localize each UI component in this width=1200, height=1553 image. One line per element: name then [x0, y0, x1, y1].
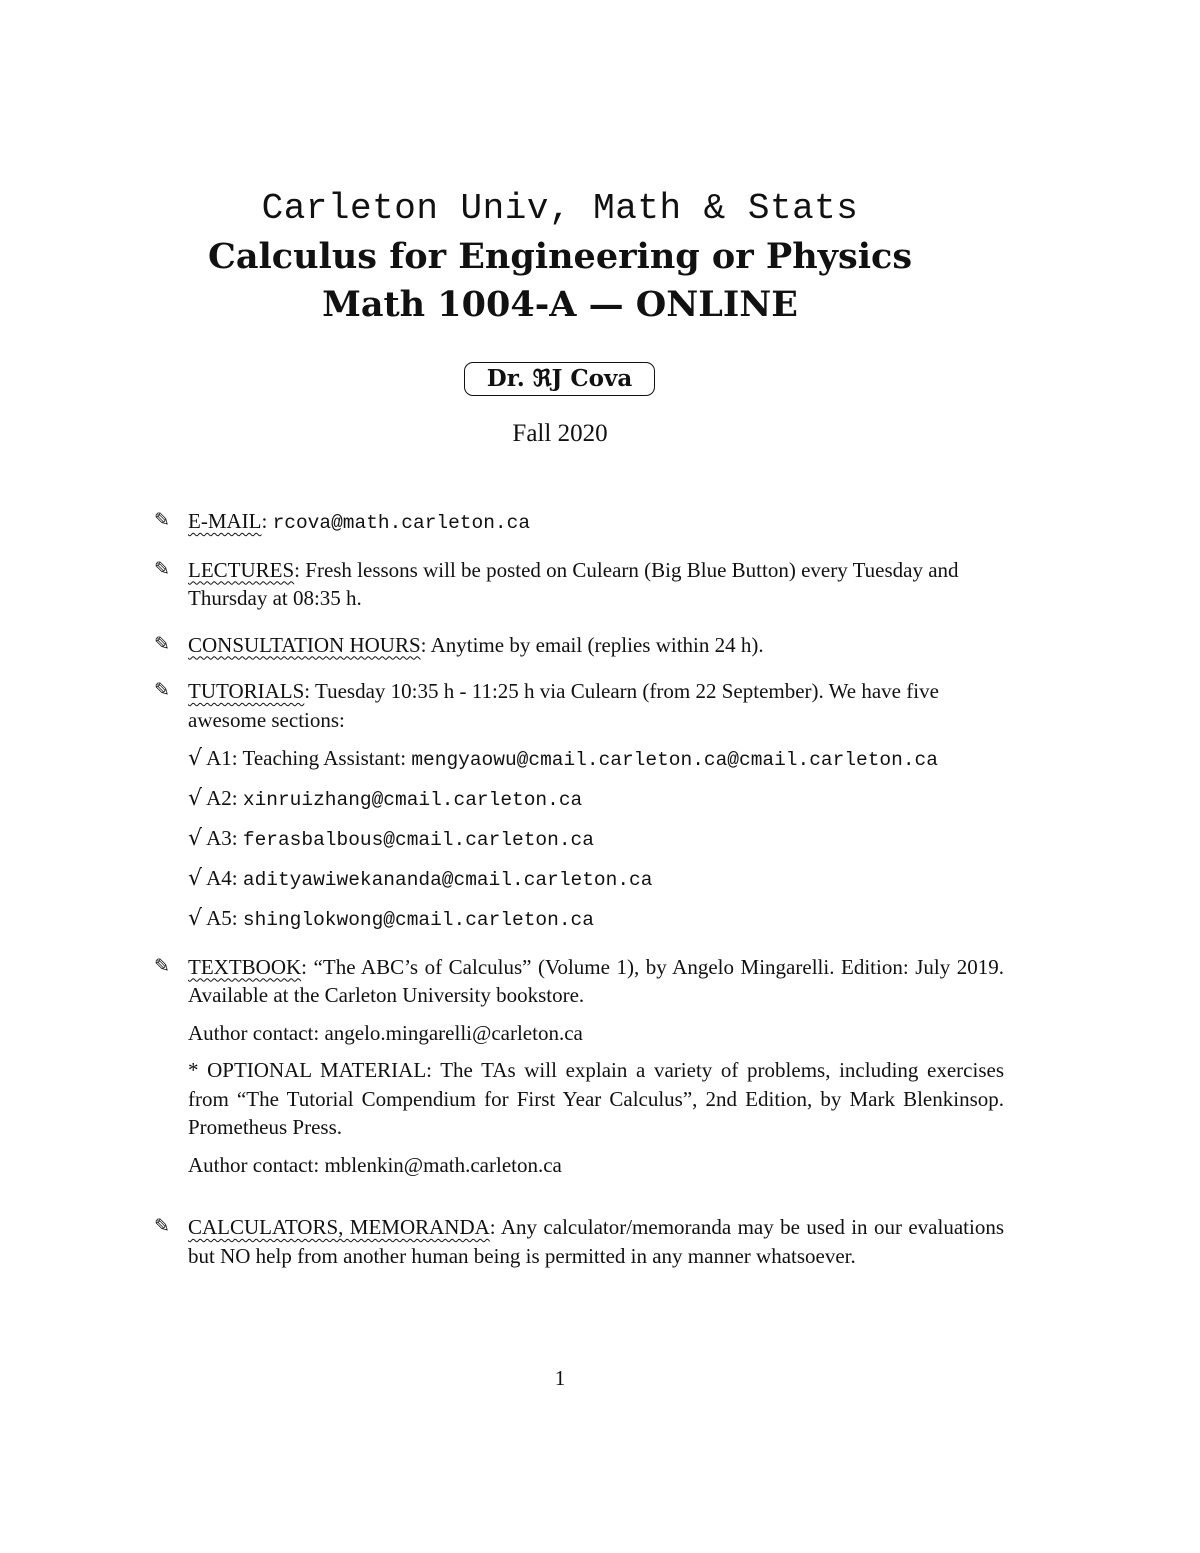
tutorial-sections — [188, 744, 1004, 935]
pencil-icon: ✎ — [154, 680, 170, 701]
page-number: 1 — [554, 1366, 566, 1390]
optional-material: * OPTIONAL MATERIAL: The TAs will explain a variety of problems, including exercises from “The Tutorial Compendium for First Year Calculus”, 2nd Edition, by Mark Blenkinsop. Prometheus Press. — [188, 1058, 1004, 1139]
textbook-contact: Author contact: angelo.mingarelli@carleton.ca — [188, 1020, 583, 1045]
instructor-name: Dr. ℜJ Cova — [464, 362, 655, 396]
calculators-text: Any calculator/memoranda may be used in our evaluations but NO help from another human being is permitted in any manner whatsoever. — [188, 1215, 1004, 1268]
checkmark-icon: √ — [188, 826, 203, 851]
consultation-item: ✎ CONSULTATION HOURS: Anytime by email (replies within 24 h). — [154, 631, 1004, 660]
department-line: Carleton Univ, Math & Stats — [261, 188, 859, 229]
document-title — [0, 185, 1120, 329]
checkmark-icon: √ — [188, 746, 203, 771]
tutorials-text: Tuesday 10:35 h - 11:25 h via Culearn (from 22 September). We have five awesome sections: — [188, 679, 939, 732]
term: Fall 2020 — [512, 420, 608, 447]
pencil-icon: ✎ — [154, 1216, 170, 1237]
checkmark-icon: √ — [188, 906, 203, 931]
consultation-text: Anytime by email (replies within 24 h). — [430, 632, 764, 657]
textbook-text: “The ABC’s of Calculus” (Volume 1), by Angelo Mingarelli. Edition: July 2019. Available at the Carleton University bookstore. — [188, 954, 1004, 1007]
optional-contact: Author contact: mblenkin@math.carleton.ca — [188, 1152, 562, 1177]
ta-email[interactable]: shinglokwong@cmail.carleton.ca — [242, 909, 594, 931]
tutorial-section: √ A1: Teaching Assistant: mengyaowu@cmail.carleton.ca@cmail.carleton.ca — [188, 746, 938, 771]
course-code: Math 1004-A — ONLINE — [322, 284, 798, 325]
email-item: ✎ E-MAIL: rcova@math.carleton.ca — [154, 509, 531, 534]
textbook-label: TEXTBOOK — [188, 954, 302, 979]
lectures-item: ✎ LECTURES: Fresh lessons will be posted on Culearn (Big Blue Button) every Tuesday and Thursday at 08:35 h. — [154, 557, 959, 610]
pencil-icon: ✎ — [154, 558, 170, 580]
course-title: Calculus for Engineering or Physics — [207, 236, 913, 277]
tutorial-section: √ A5: shinglokwong@cmail.carleton.ca — [188, 906, 594, 931]
lectures-text: Fresh lessons will be posted on Culearn (Big Blue Button) every Tuesday and Thursday at 08:35 h. — [188, 557, 959, 610]
ta-email[interactable]: xinruizhang@cmail.carleton.ca — [242, 789, 583, 811]
checkmark-icon: √ — [188, 786, 203, 811]
pencil-icon: ✎ — [154, 510, 170, 531]
tutorials-label: TUTORIALS — [188, 679, 305, 703]
calculators-label: CALCULATORS, MEMORANDA — [188, 1215, 490, 1239]
tutorial-section: √ A4: adityawiwekananda@cmail.carleton.ca — [188, 866, 653, 891]
ta-email[interactable]: mengyaowu@cmail.carleton.ca@cmail.carleton.ca — [411, 749, 938, 771]
email-label: E-MAIL — [188, 509, 262, 533]
ta-email[interactable]: ferasbalbous@cmail.carleton.ca — [242, 829, 594, 851]
tutorial-section: √ A3: ferasbalbous@cmail.carleton.ca — [188, 826, 594, 851]
ta-email[interactable]: adityawiwekananda@cmail.carleton.ca — [242, 869, 653, 891]
pencil-icon: ✎ — [154, 955, 170, 977]
pencil-icon: ✎ — [154, 633, 170, 655]
consultation-label: CONSULTATION HOURS — [188, 632, 421, 657]
checkmark-icon: √ — [188, 866, 203, 891]
instructor-email[interactable]: rcova@math.carleton.ca — [272, 512, 531, 534]
calculators-item: ✎ CALCULATORS, MEMORANDA: Any calculator/memoranda may be used in our evaluations but NO help from another human being is permitted in any manner whatsoever. — [154, 1215, 1004, 1268]
lectures-label: LECTURES — [188, 557, 295, 582]
tutorials-item: ✎ TUTORIALS: Tuesday 10:35 h - 11:25 h via Culearn (from 22 September). We have five awesome sections: √ A1: Teaching Assistant: mengyaowu@cmail.carleton.ca@cmail.carleton.ca √ A2: xinruizhang@cmail.carleton.ca √ A3: ferasbalbous@cmail.carleton.ca √ A4: adityawiwekananda@cmail.carleton.ca √ A5: shinglokwong@cmail.carleton.ca — [154, 677, 1004, 935]
syllabus-body — [154, 507, 1004, 1288]
textbook-item: ✎ TEXTBOOK: “The ABC’s of Calculus” (Volume 1), by Angelo Mingarelli. Edition: July 2019. Available at the Carleton University bookstore. Author contact: angelo.mingarelli@carleton.ca * OPTIONAL MATERIAL: The TAs will explain a variety of problems, including exercises from “The Tutorial Compendium for First Year Calculus”, 2nd Edition, by Mark Blenkinsop. Prometheus Press. Author contact: mblenkin@math.carleton.ca — [154, 953, 1004, 1180]
tutorial-section: √ A2: xinruizhang@cmail.carleton.ca — [188, 786, 583, 811]
